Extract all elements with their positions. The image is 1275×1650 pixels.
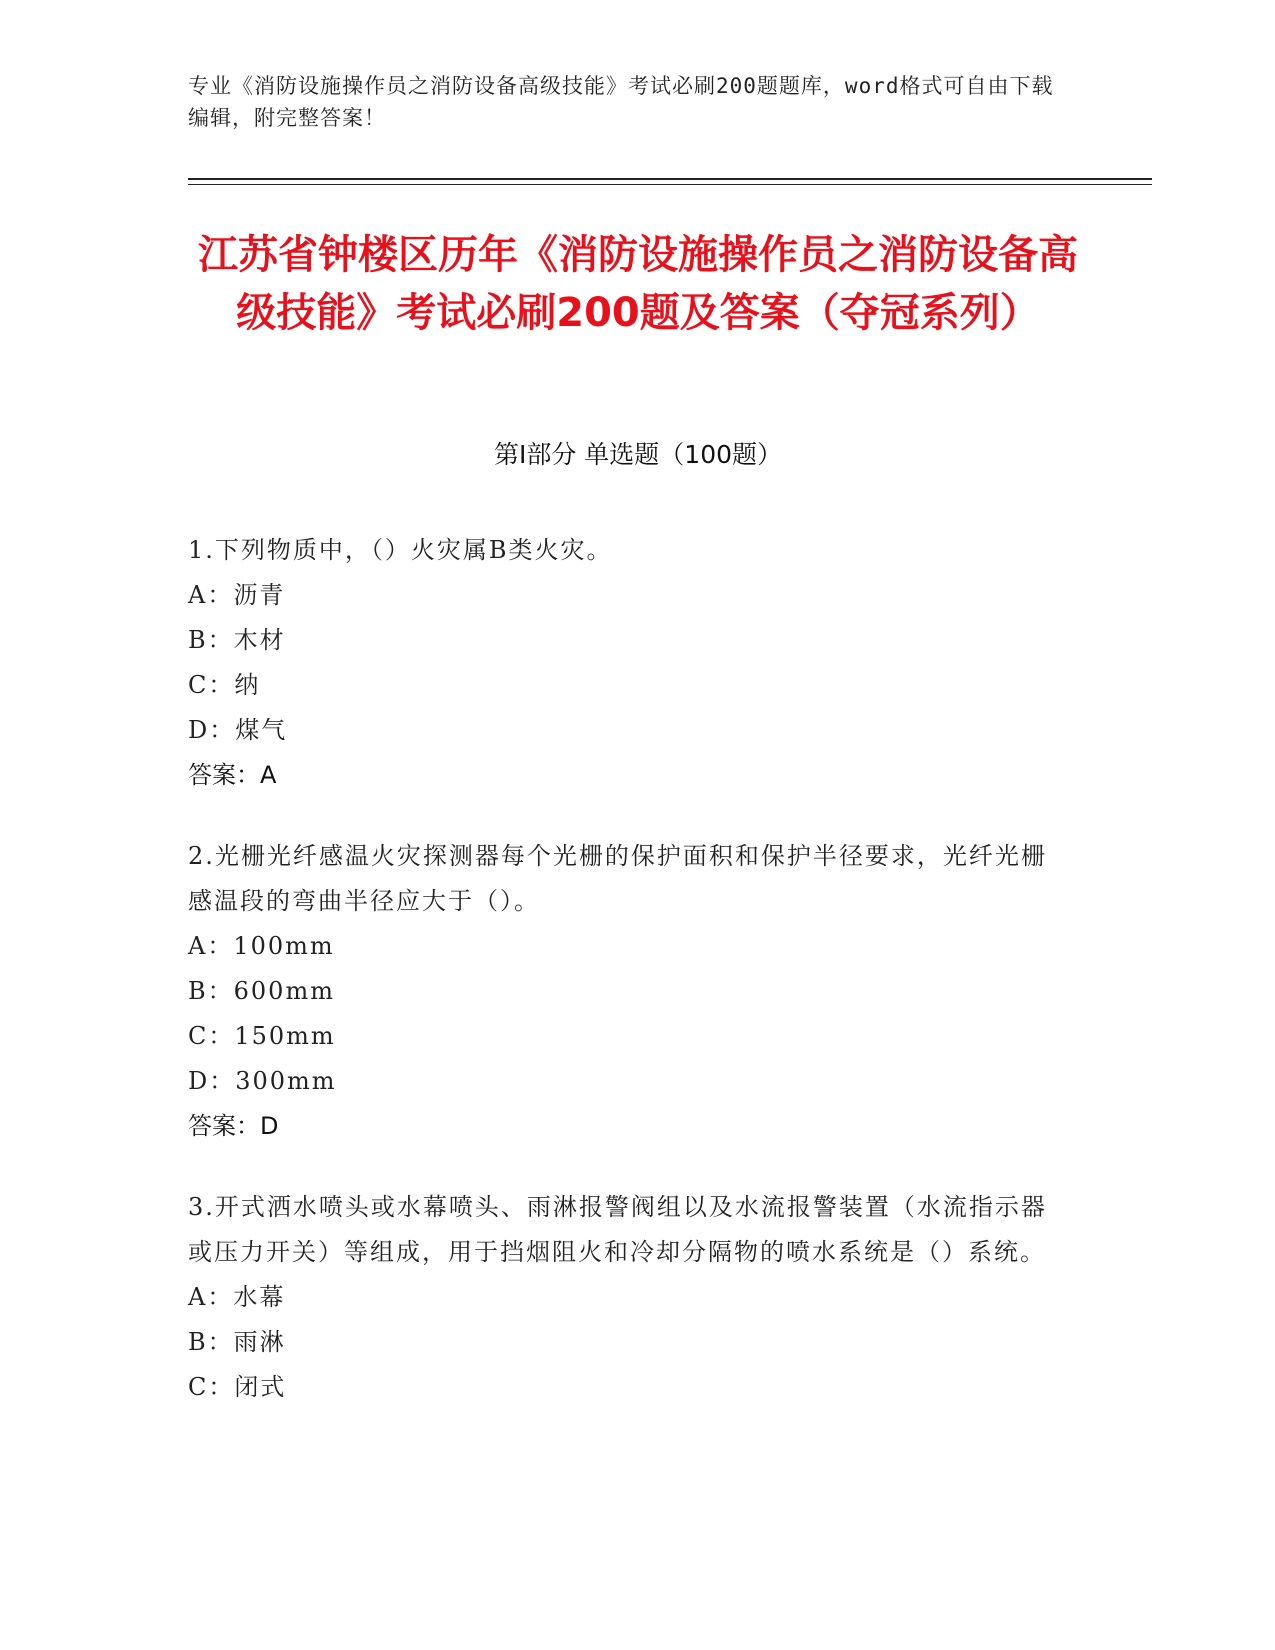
option-b: B：600mm [188,977,335,1005]
section-title: 第Ⅰ部分 单选题（100题） [493,440,783,469]
question-text: 3.开式洒水喷头或水幕喷头、雨淋报警阀组以及水流报警装置（水流指示器或压力开关）等组成，用于挡烟阻火和冷却分隔物的喷水系统是（）系统。 [188,1193,1047,1266]
option-c: C：150mm [188,1022,336,1050]
question-list [188,528,1068,1446]
question-text: 1.下列物质中，（）火灾属B类火灾。 [188,536,613,564]
intro-text: 专业《消防设施操作员之消防设备高级技能》考试必刷200题题库，word格式可自由下载编辑，附完整答案！ [188,74,1054,130]
option-b: B：木材 [188,626,286,654]
question-text: 2.光栅光纤感温火灾探测器每个光栅的保护面积和保护半径要求，光纤光栅感温段的弯曲半径应大于（）。 [188,842,1047,915]
document-title: 江苏省钟楼区历年《消防设施操作员之消防设备高级技能》考试必刷200题及答案（夺冠系列） [198,232,1078,336]
header-divider-thin [188,184,1152,185]
option-a: A：水幕 [188,1283,286,1311]
option-d: D：300mm [188,1067,337,1095]
option-b: B：雨淋 [188,1328,286,1356]
option-a: A：沥青 [188,581,286,609]
question-2 [188,834,1068,1149]
answer-text: 答案：D [188,1112,279,1140]
option-d: D：煤气 [188,716,288,744]
question-1 [188,528,1068,798]
option-c: C：闭式 [188,1373,287,1401]
answer-text: 答案：A [188,761,277,789]
option-a: A：100mm [188,932,335,960]
header-divider-thick [188,178,1152,180]
option-c: C：纳 [188,671,261,699]
question-3 [188,1185,1068,1410]
